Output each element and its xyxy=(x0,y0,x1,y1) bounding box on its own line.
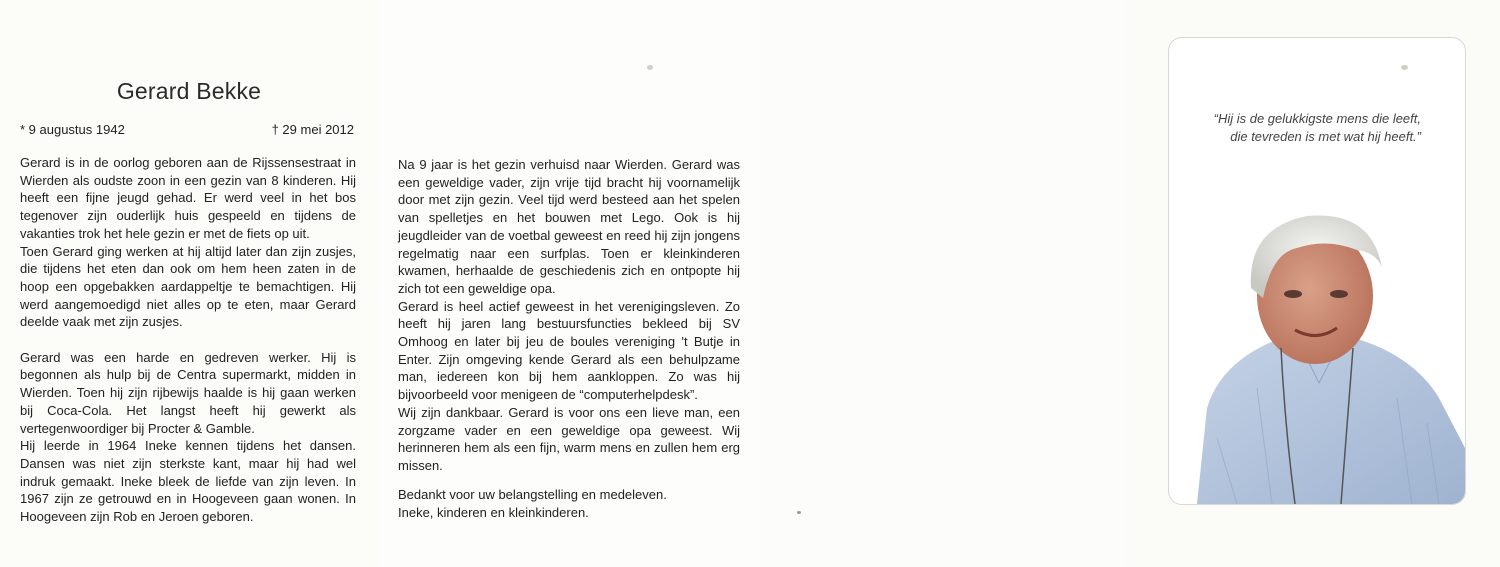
photo-card xyxy=(1168,37,1466,505)
death-date: † 29 mei 2012 xyxy=(271,122,354,137)
panel-left xyxy=(0,0,378,567)
biography-right xyxy=(398,156,740,475)
panel-blank xyxy=(753,0,1123,567)
bio-paragraph: Wij zijn dankbaar. Gerard is voor ons een lieve man, een zorgzame vader en een geweldige opa geweest. Wij herinneren hem als een fijn, warm mens en zullen hem erg missen. xyxy=(398,404,740,473)
panel-photo xyxy=(1123,0,1500,567)
biography-left xyxy=(20,154,356,526)
bio-paragraph: Gerard is in de oorlog geboren aan de Rijssensestraat in Wierden als oudste zoon in een gezin van 8 kinderen. Hij heeft een fijne jeugd gehad. Er werd veel in het bos tegenover zijn ouderlijk huis gespeeld en tijdens de vakanties trok het hele gezin er met de fiets op uit. xyxy=(20,155,356,241)
paper-speck xyxy=(797,511,801,514)
quote-line: “Hij is de gelukkigste mens die leeft, xyxy=(1213,111,1421,126)
birth-date: * 9 augustus 1942 xyxy=(20,122,125,137)
signature-line: Ineke, kinderen en kleinkinderen. xyxy=(398,504,589,520)
portrait-photo xyxy=(1177,208,1465,504)
bio-paragraph: Gerard is heel actief geweest in het verenigingsleven. Zo heeft hij jaren lang bestuursfuncties bekleed bij SV Omhoog en later bij jeu de boules vereniging 't Butje in Enter. Zijn omgeving kende Gerard als een behulpzame man, iedereen kon bij hem aankloppen. Zo was hij bijvoorbeeld voor menigeen de “computerhelpdesk”. xyxy=(398,298,740,403)
bio-paragraph: Hij leerde in 1964 Ineke kennen tijdens het dansen. Dansen was niet zijn sterkste kant, maar hij had wel indruk gemaakt. Ineke bleek de liefde van zijn leven. In 1967 zijn ze getrouwd en in Hoogeveen gaan wonen. In Hoogeveen zijn Rob en Jeroen geboren. xyxy=(20,438,356,525)
panel-middle xyxy=(378,0,753,567)
deceased-name: Gerard Bekke xyxy=(116,78,262,104)
bio-paragraph: Na 9 jaar is het gezin verhuisd naar Wierden. Gerard was een geweldige vader, zijn vrije tijd bracht hij voornamelijk door met zijn gezin. Veel tijd werd besteed aan het spelen van spelletjes en het bouwen met Lego. Ook is hij jeugdleider van de voetbal geweest en reed hij zijn jongens regelmatig naar een surfplas. Toen er kleinkinderen kwamen, herhaalde de geschiedenis zich en ontpopte hij zich tot een geweldige opa. xyxy=(398,157,740,296)
bio-paragraph: Gerard was een harde en gedreven werker. Hij is begonnen als hulp bij de Centra supermarkt, midden in Wierden. Toen hij zijn rijbewijs haalde is hij gaan werken bij Coca-Cola. Het langst heeft hij gewerkt als vertegenwoordiger bij Procter & Gamble. xyxy=(20,349,356,436)
bio-paragraph: Toen Gerard ging werken at hij altijd later dan zijn zusjes, die tijdens het eten dan ook om hem heen zaten in de hoop een opgebakken aardappeltje te bemachtigen. Hij werd aangemoedigd niet alles op te eten, maar Gerard deelde vaak met zijn zusjes. xyxy=(20,243,356,330)
quote-line: die tevreden is met wat hij heeft.” xyxy=(1230,129,1421,144)
thanks-line: Bedankt voor uw belangstelling en medeleven. xyxy=(398,487,667,502)
paper-speck xyxy=(647,65,653,70)
quote xyxy=(1171,110,1421,146)
closing-text xyxy=(398,486,667,521)
paper-speck xyxy=(1401,65,1408,70)
